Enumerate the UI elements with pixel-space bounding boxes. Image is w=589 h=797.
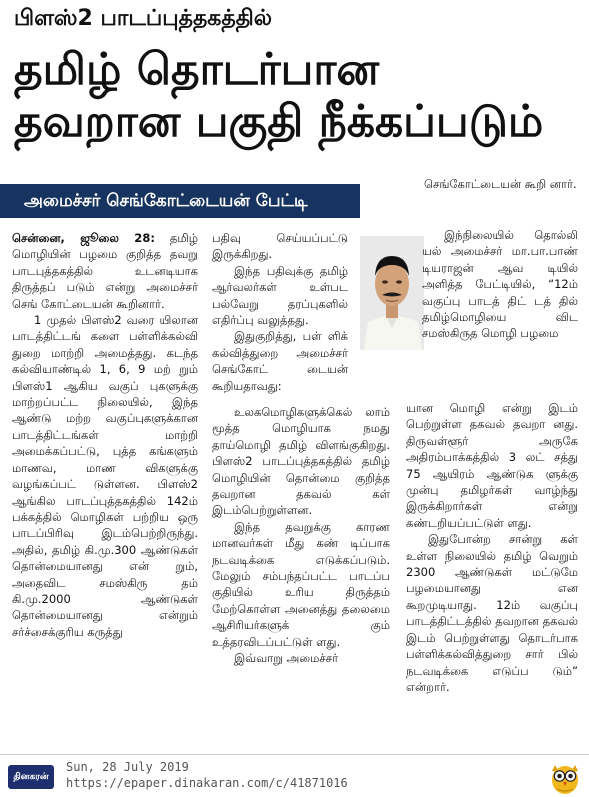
article-column-3-lower — [406, 400, 578, 695]
article-column-1 — [12, 230, 198, 640]
person-portrait-icon — [360, 236, 424, 350]
body-paragraph: இதுபோன்ற சான்று கள் உள்ள நிலையில் தமிழ் வெறும் 2300 ஆண்டுகள் மட்டுமே பழமையானது என கூறமுடியாது. 12ம் வகுப்பு பாடத்திட்டத்தில் தவறான தகவல் இடம் பெற்றுள்ளது தொடர்பாக பள்ளிக்கல்வித்துறை சார் பில் நடவடிக்கை எடுப்ப டும்” என்றார். — [406, 532, 578, 694]
article-kicker: பிளஸ்2 பாடப்புத்தகத்தில் — [14, 6, 272, 31]
lead-paragraph: தமிழ் மொழியின் பழமை குறித்த தவறு பாடபுத்தகத்தில் உடனடியாக திருத்தப் படும் என்று அமைச்சர் செங் கோட்டையன் கூறினார். — [12, 231, 198, 311]
article-dateline: சென்னை, ஜூலை 28: — [12, 231, 155, 245]
headline-line-1: தமிழ் தொடர்பான — [14, 44, 379, 95]
body-paragraph: இந்த தவறுக்கு காரண மானவர்கள் மீது கண் டிப்பாக நடவடிக்கை எடுக்கப்படும். மேலும் சம்பந்தப்பட்ட பாடப்ப குதியில் உரிய திருத்தம் மேற்கொள்ள அனைத்து தலைமை ஆசிரியர்களுக் கும் உத்தரவிடப்பட்டுள் ளது. — [212, 519, 390, 649]
minister-photo — [360, 236, 424, 350]
body-paragraph: பதிவு செய்யப்பட்டு இருக்கிறது. — [212, 231, 348, 262]
body-paragraph: உலகமொழிகளுக்கெல் லாம் மூத்த மொழியாக நமது தாய்மொழி தமிழ் விளங்குகிறது. பிளஸ்2 பாடப்புத்தகத்தில் தமிழ் மொழியின் தொன்மை குறித்த தவறான தகவல் கள் இடம்பெற்றுள்ளன. — [212, 405, 390, 518]
dinakaran-logo[interactable]: தினகரன் — [8, 765, 54, 789]
publication-date: Sun, 28 July 2019 — [66, 760, 189, 774]
article-subheadline: அமைச்சர் செங்கோட்டையன் பேட்டி — [0, 184, 360, 218]
body-paragraph: யான மொழி என்று இடம் பெற்றுள்ள தகவல் தவறா னது. திருவள்ளூர் அருகே அதிரம்பாக்கத்தில் 3 லட் சத்து 75 ஆயிரம் ஆண்டுக ளுக்கு முன்பு தமிழர்கள் வாழ்ந்து இருக்கிறார்கள் என்று கண்டறியப்பட்டுள் ளது. — [406, 401, 578, 530]
article-column-3 — [402, 176, 578, 192]
article-column-2 — [212, 230, 348, 394]
body-paragraph: 1 முதல் பிளஸ்2 வரை யிலான பாடத்திட்டங் களை பள்ளிக்கல்வி துறை மாற்றி அமைத்தது. கடந்த கல்வியாண்டில் 1, 6, 9 மற் றும் பிளஸ்1 ஆகிய வகுப் புகளுக்கு மாற்றப்பட்ட நிலையில், இந்த ஆண்டு மற்ற வகுப்புகளுக்கான பாடத்திட்டங்கள் மாற்றி அமைக்கப்பட்டு, புத்த கங்களும் மாணவ, மாண விகளுக்கு வழங்கப்பட் டுள்ளன. பிளஸ்2 ஆங்கில பாடப்புத்தகத்தில் 142ம் பக்கத்தில் மொழிகள் பற்றிய ஒரு பாடப்பிரிவு இடம்பெற்றிருந்து. அதில், தமிழ் கி.மு.300 ஆண்டுகள் தொன்மையானது என் றும், அதைவிட சமஸ்கிரு தம் கி.மு.2000 ஆண்டுகள் தொன்மையானது என்றும் சர்ச்சைக்குரிய கருத்து — [12, 313, 198, 639]
epaper-footer — [0, 754, 589, 797]
owl-mascot-icon — [548, 757, 582, 795]
body-paragraph: இந்நிலையில் தொல்லி யல் அமைச்சர் மா.பா.பாண் டியராஜன் ஆவ டியில் அளித்த பேட்டியில், “12ம் வகுப்பு பாடத் திட் டத் தில் தமிழ்மொழியை விட சமஸ்கிருத மொழி பழமை — [422, 228, 578, 341]
body-paragraph: செங்கோட்டையன் கூறி னார். — [424, 177, 577, 191]
epaper-url-link[interactable]: https://epaper.dinakaran.com/c/41871016 — [66, 776, 348, 790]
body-paragraph: இதுகுறித்து, பள் ளிக் கல்வித்துறை அமைச்சர் செங்கோட் டையன் கூறியதாவது: — [212, 329, 348, 393]
body-paragraph: இந்த பதிவுக்கு தமிழ் ஆர்வலர்கள் உள்பட பல்வேறு தரப்புகளில் எதிர்ப்பு வலுத்தது. — [212, 263, 348, 328]
article-column-3-upper — [422, 227, 578, 342]
article-column-2-lower — [212, 404, 390, 667]
article-headline — [14, 44, 574, 148]
headline-line-2: தவறான பகுதி நீக்கப்படும் — [14, 96, 544, 147]
body-paragraph: இவ்வாறு அமைச்சர் — [234, 651, 339, 666]
